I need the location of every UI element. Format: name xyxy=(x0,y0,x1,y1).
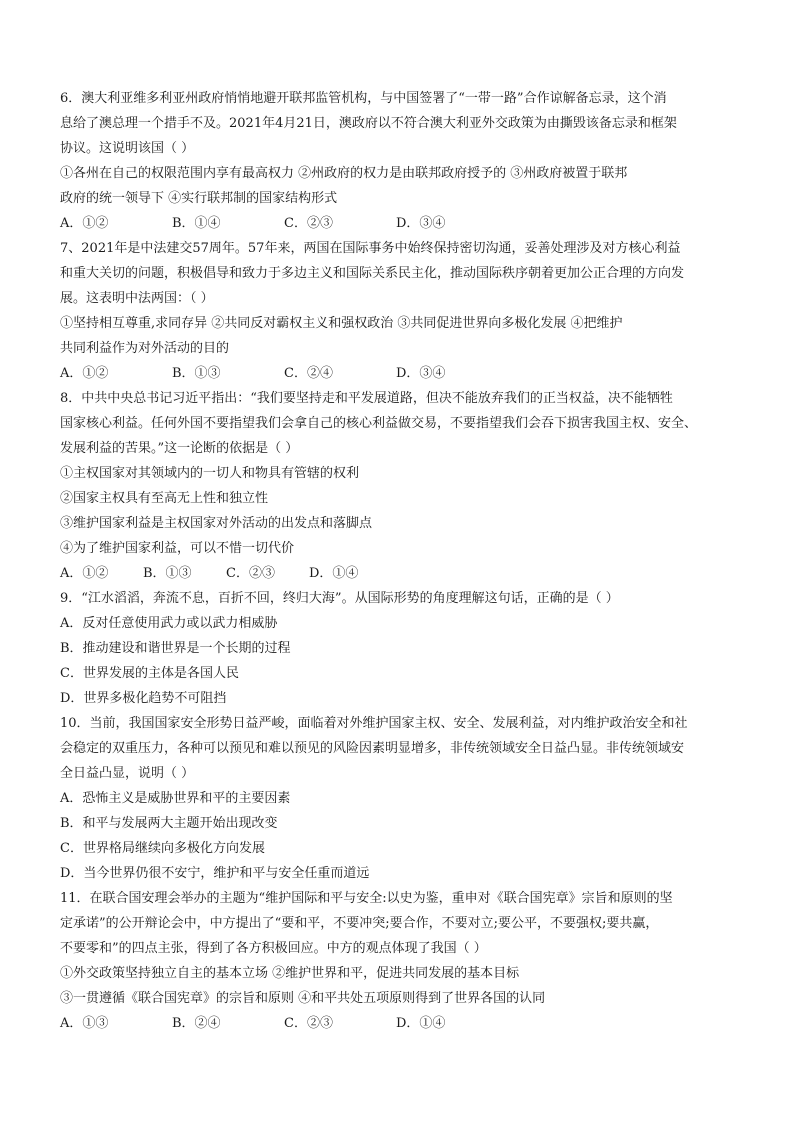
question-stem-line: 全日益凸显，说明（ ） xyxy=(60,766,195,781)
question-11 xyxy=(60,886,740,1036)
statement-line: ①主权国家对其领域内的一切人和物具有管辖的权利 xyxy=(60,466,360,481)
statement-line: ①外交政策坚持独立自主的基本立场 ②维护世界和平，促进共同发展的基本目标 xyxy=(60,966,520,981)
answer-choices xyxy=(60,1011,740,1036)
question-stem-line: 展。这表明中法两国：（ ） xyxy=(60,291,214,306)
choice-line: C．世界发展的主体是各国人民 xyxy=(60,666,239,681)
choice-d: D．③④ xyxy=(396,366,446,381)
choice-c: C．②③ xyxy=(284,1016,333,1031)
question-stem-line: 6．澳大利亚维多利亚州政府悄悄地避开联邦监管机构，与中国签署了“一带一路”合作谅解备忘录，这个消 xyxy=(60,91,667,106)
choice-d: D．③④ xyxy=(396,216,446,231)
choice-a: A．①② xyxy=(60,366,109,381)
question-stem-line: 协议。这说明该国（ ） xyxy=(60,141,195,156)
choice-d: D．①④ xyxy=(309,566,359,581)
choice-b: B．②④ xyxy=(172,1016,221,1031)
choice-line: B．和平与发展两大主题开始出现改变 xyxy=(60,816,278,831)
choice-a: A．①② xyxy=(60,216,109,231)
answer-choices xyxy=(60,561,740,586)
answer-choices xyxy=(60,361,740,386)
question-stem-line: 定承诺”的公开辩论会中，中方提出了“要和平，不要冲突;要合作，不要对立;要公平，不要强权;要共赢， xyxy=(60,916,659,931)
question-8 xyxy=(60,386,740,586)
question-stem-line: 会稳定的双重压力，各种可以预见和难以预见的风险因素明显增多，非传统领域安全日益凸显。非传统领域安 xyxy=(60,741,685,756)
question-stem-line: 7、2021年是中法建交57周年。57年来，两国在国际事务中始终保持密切沟通，妥善处理涉及对方核心利益 xyxy=(60,241,681,256)
choice-b: B．①③ xyxy=(143,566,192,581)
exam-page xyxy=(60,86,740,1036)
choice-line: C．世界格局继续向多极化方向发展 xyxy=(60,841,265,856)
choice-b: B．①④ xyxy=(172,216,221,231)
question-stem-line: 国家核心利益。任何外国不要指望我们会拿自己的核心利益做交易，不要指望我们会吞下损害我国主权、安全、 xyxy=(60,416,698,431)
choice-b: B．①③ xyxy=(172,366,221,381)
choice-a: A．①③ xyxy=(60,1016,109,1031)
question-stem-line: 不要零和”的四点主张，得到了各方积极回应。中方的观点体现了我国（ ） xyxy=(60,941,487,956)
question-stem-line: 和重大关切的问题，积极倡导和致力于多边主义和国际关系民主化，推动国际秩序朝着更加公正合理的方向发 xyxy=(60,266,685,281)
question-stem-line: 11．在联合国安理会举办的主题为“维护国际和平与安全:以史为鉴，重申对《联合国宪章》宗旨和原则的坚 xyxy=(60,891,673,906)
statement-line: ②国家主权具有至高无上性和独立性 xyxy=(60,491,269,506)
choice-c: C．②④ xyxy=(284,366,333,381)
question-stem-line: 发展利益的苦果。”这一论断的依据是（ ） xyxy=(60,441,299,456)
statement-line: ③维护国家利益是主权国家对外活动的出发点和落脚点 xyxy=(60,516,373,531)
question-10 xyxy=(60,711,740,886)
statement-line: 政府的统一领导下 ④实行联邦制的国家结构形式 xyxy=(60,191,338,206)
question-stem-line: 10．当前，我国国家安全形势日益严峻，面临着对外维护国家主权、安全、发展利益，对内维护政治安全和社 xyxy=(60,716,688,731)
choice-c: C．②③ xyxy=(226,566,275,581)
statement-line: ①各州在自己的权限范围内享有最高权力 ②州政府的权力是由联邦政府授予的 ③州政府被置于联邦 xyxy=(60,166,628,181)
statement-line: ③一贯遵循《联合国宪章》的宗旨和原则 ④和平共处五项原则得到了世界各国的认同 xyxy=(60,991,546,1006)
choice-d: D．①④ xyxy=(396,1016,446,1031)
question-stem-line: 息给了澳总理一个措手不及。2021年4月21日，澳政府以不符合澳大利亚外交政策为由撕毁该备忘录和框架 xyxy=(60,116,677,131)
choice-line: A．恐怖主义是威胁世界和平的主要因素 xyxy=(60,791,291,806)
question-7 xyxy=(60,236,740,386)
question-6 xyxy=(60,86,740,236)
choice-line: A．反对任意使用武力或以武力相威胁 xyxy=(60,616,278,631)
answer-choices xyxy=(60,211,740,236)
statement-line: ①坚持相互尊重,求同存异 ②共同反对霸权主义和强权政治 ③共同促进世界向多极化发展 ④把维护 xyxy=(60,316,623,331)
question-stem-line: 8．中共中央总书记习近平指出：“我们要坚持走和平发展道路，但决不能放弃我们的正当权益，决不能牺牲 xyxy=(60,391,673,406)
statement-line: ④为了维护国家利益，可以不惜一切代价 xyxy=(60,541,295,556)
choice-c: C．②③ xyxy=(284,216,333,231)
statement-line: 共同利益作为对外活动的目的 xyxy=(60,341,230,356)
question-9 xyxy=(60,586,740,711)
choice-line: D．当今世界仍很不安宁，维护和平与安全任重而道远 xyxy=(60,866,370,881)
question-stem-line: 9．“江水滔滔，奔流不息，百折不回，终归大海”。从国际形势的角度理解这句话，正确的是（ ） xyxy=(60,591,619,606)
choice-a: A．①② xyxy=(60,566,109,581)
choice-line: B．推动建设和谐世界是一个长期的过程 xyxy=(60,641,291,656)
choice-line: D．世界多极化趋势不可阻挡 xyxy=(60,691,227,706)
